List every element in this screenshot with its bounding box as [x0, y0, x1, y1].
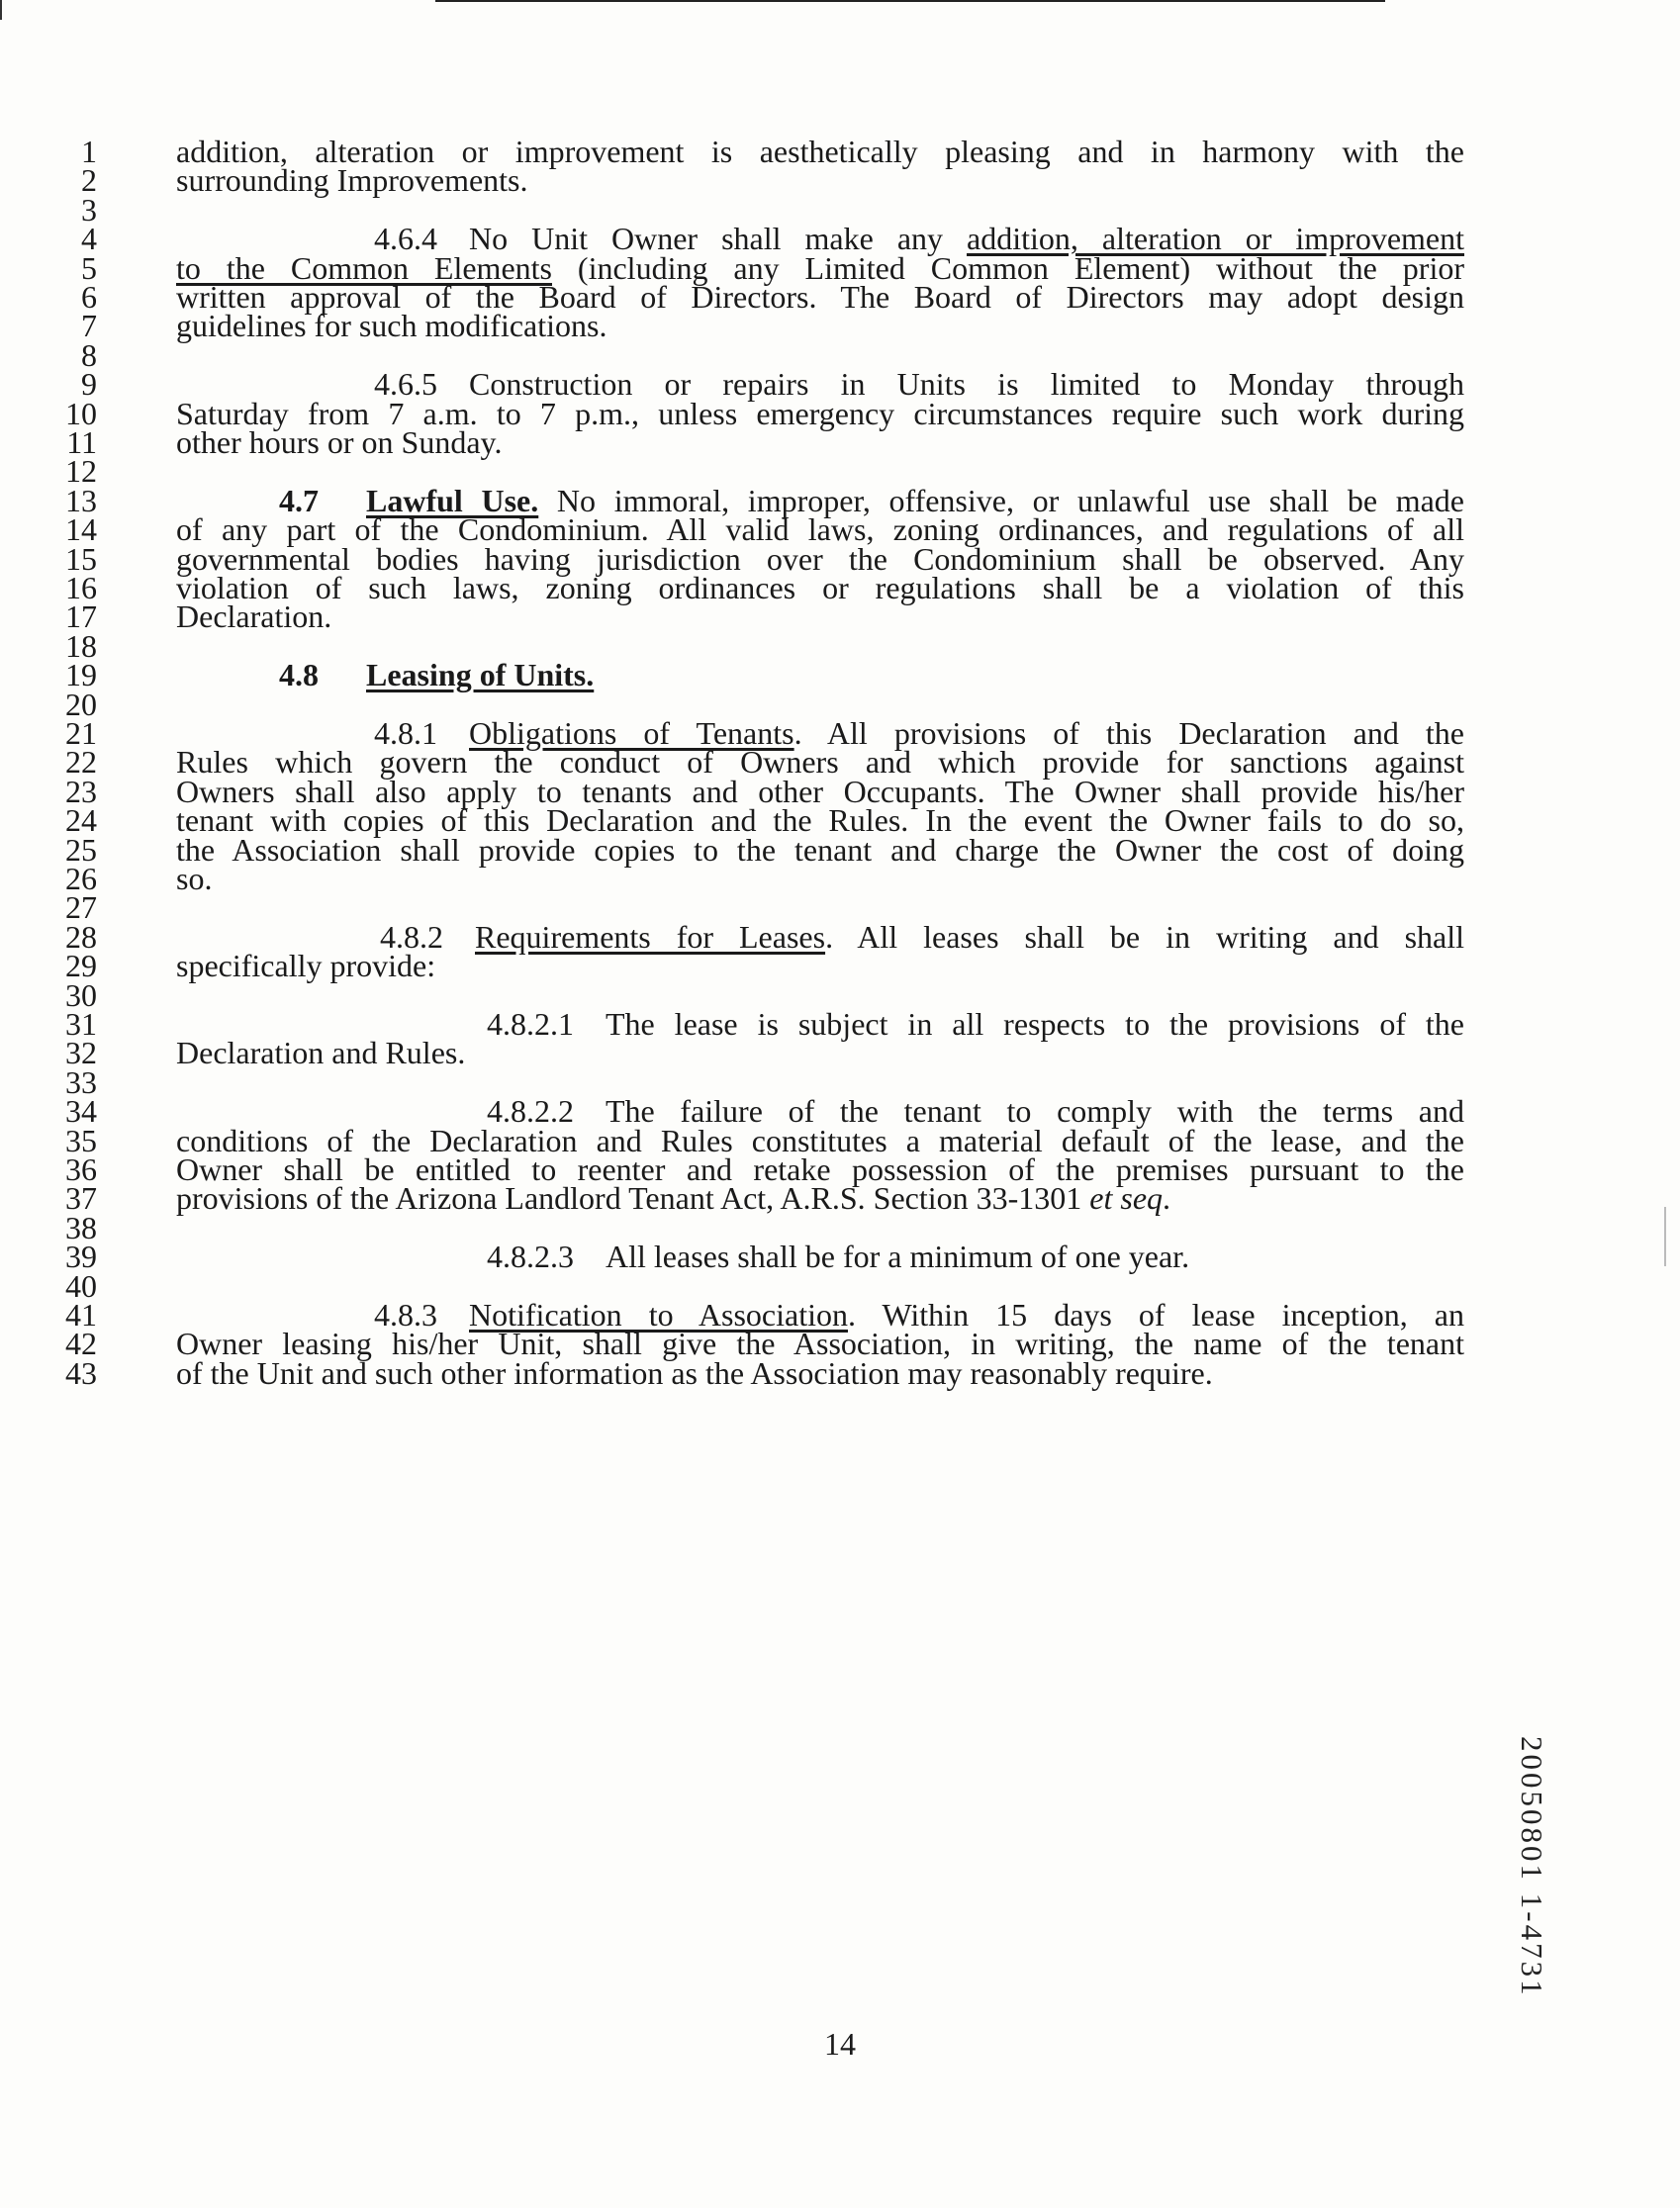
- page-number: 14: [824, 2026, 856, 2062]
- line-number: 16: [65, 570, 97, 605]
- text-run: 4.8: [279, 657, 319, 693]
- text-run: to the Common Elements: [176, 249, 552, 286]
- line-number: 40: [65, 1267, 97, 1304]
- text-run: Declaration and Rules.: [176, 1035, 466, 1071]
- text-run: 4.8.1: [374, 715, 469, 751]
- recording-stamp: 20050801 1-4731: [1515, 1736, 1549, 1998]
- text-run: 4.6.4 No Unit Owner shall make any: [374, 221, 968, 257]
- line-number: 25: [65, 831, 97, 868]
- line-number: 7: [81, 308, 97, 344]
- line-number: 11: [66, 424, 97, 460]
- text-run: No immoral, improper, offensive, or unlawful use shall be made: [538, 482, 1465, 518]
- line-number: 18: [65, 627, 97, 664]
- line-number: 8: [81, 336, 97, 373]
- text-run: conditions of the Declaration and Rules constitutes a material default of the lease, and the: [176, 1122, 1464, 1158]
- line-number: 39: [65, 1239, 97, 1275]
- text-run: 4.8.2.2 The failure of the tenant to comply with the terms and: [487, 1093, 1464, 1130]
- text-run: 4.8.2: [380, 918, 475, 955]
- line-number: 1: [81, 134, 97, 169]
- line-number: 28: [65, 918, 97, 955]
- scan-top-border: [435, 0, 1385, 2]
- text-run: guidelines for such modifications.: [176, 308, 607, 344]
- text-run: of the Unit and such other information as the Association may reasonably require.: [176, 1354, 1213, 1391]
- line-number: 21: [65, 715, 97, 751]
- text-run: addition, alteration or improvement: [967, 221, 1464, 257]
- text-run: . Within 15 days of lease inception, an: [847, 1297, 1465, 1333]
- line-number: 3: [81, 191, 97, 228]
- text-run: other hours or on Sunday.: [176, 424, 503, 460]
- text-run: Owner leasing his/her Unit, shall give the Association, in writing, the name of the tenant: [176, 1326, 1464, 1362]
- text-run: 4.6.5 Construction or repairs in Units is limited to Monday through: [374, 366, 1464, 403]
- scan-corner-mark: [0, 0, 2, 20]
- text-run: of any part of the Condominium. All valid laws, zoning ordinances, and regulations of all: [176, 511, 1464, 548]
- text-run: violation of such laws, zoning ordinances or regulations shall be a violation of this: [176, 570, 1464, 605]
- line-number: 30: [65, 976, 97, 1013]
- line-number: 15: [65, 540, 97, 577]
- text-run: written approval of the Board of Directors. The Board of Directors may adopt design: [176, 279, 1464, 315]
- line-number: 41: [65, 1297, 97, 1333]
- text-run: Owners shall also apply to tenants and other Occupants. The Owner shall provide his/her: [176, 773, 1464, 809]
- line-number: 19: [65, 657, 97, 693]
- line-number: 34: [65, 1093, 97, 1130]
- text-run: Lawful Use.: [366, 482, 539, 518]
- line-number: 20: [65, 686, 97, 722]
- line-number: 38: [65, 1209, 97, 1245]
- text-run: 4.8.2.1 The lease is subject in all respects to the provisions of the: [487, 1006, 1464, 1042]
- line-number: 42: [65, 1326, 97, 1362]
- line-number: 12: [65, 453, 97, 490]
- line-number: 17: [65, 598, 97, 635]
- text-run: et seq: [1089, 1180, 1164, 1217]
- line-number: 27: [65, 889, 97, 926]
- line-number: 26: [65, 861, 97, 896]
- text-run: Leasing of Units.: [366, 657, 595, 693]
- line-number: 4: [81, 221, 97, 257]
- line-number: 29: [65, 948, 97, 984]
- line-number: 5: [81, 249, 97, 286]
- text-run: specifically provide:: [176, 948, 436, 984]
- line-number: 14: [65, 511, 97, 548]
- line-number: 31: [65, 1006, 97, 1042]
- text-run: . All provisions of this Declaration and the: [793, 715, 1465, 751]
- text-run: Saturday from 7 a.m. to 7 p.m., unless emergency circumstances require such work during: [176, 395, 1464, 431]
- line-number: 35: [65, 1122, 97, 1158]
- text-run: the Association shall provide copies to the tenant and charge the Owner the cost of doing: [176, 831, 1464, 868]
- text-run: provisions of the Arizona Landlord Tenant Act, A.R.S. Section 33-1301: [176, 1180, 1090, 1217]
- line-number: 6: [81, 279, 97, 315]
- text-run: 4.8.2.3 All leases shall be for a minimum of one year.: [487, 1239, 1190, 1275]
- text-run: governmental bodies having jurisdiction over the Condominium shall be observed. Any: [176, 540, 1464, 577]
- text-run: Rules which govern the conduct of Owners and which provide for sanctions against: [176, 744, 1464, 781]
- text-run: tenant with copies of this Declaration and the Rules. In the event the Owner fails to do so,: [176, 802, 1464, 839]
- text-run: Requirements for Leases: [475, 918, 826, 955]
- text-run: 4.7: [279, 482, 319, 518]
- text-run: Owner shall be entitled to reenter and retake possession of the premises pursuant to the: [176, 1151, 1464, 1187]
- line-number: 2: [81, 162, 97, 199]
- text-run: Declaration.: [176, 598, 332, 635]
- text-run: .: [1163, 1180, 1171, 1217]
- line-number: 32: [65, 1035, 97, 1071]
- line-number: 10: [65, 395, 97, 431]
- text-run: (including any Limited Common Element) without the prior: [552, 249, 1465, 286]
- text-run: . All leases shall be in writing and shall: [825, 918, 1465, 955]
- line-number: 24: [65, 802, 97, 839]
- line-number: 43: [65, 1354, 97, 1391]
- line-number: 9: [81, 366, 97, 403]
- text-run: addition, alteration or improvement is aesthetically pleasing and in harmony with the: [176, 134, 1464, 169]
- line-number: 22: [65, 744, 97, 781]
- text-run: surrounding Improvements.: [176, 162, 528, 199]
- line-number: 23: [65, 773, 97, 809]
- line-number: 37: [65, 1180, 97, 1217]
- text-run: Notification to Association: [469, 1297, 848, 1333]
- line-text: [176, 1352, 1464, 1394]
- line-number: 13: [65, 482, 97, 518]
- line-number: 33: [65, 1063, 97, 1100]
- line-number: 36: [65, 1151, 97, 1187]
- text-run: 4.8.3: [374, 1297, 469, 1333]
- document-line: [0, 1352, 1680, 1394]
- text-run: Obligations of Tenants: [469, 715, 794, 751]
- text-run: so.: [176, 861, 213, 896]
